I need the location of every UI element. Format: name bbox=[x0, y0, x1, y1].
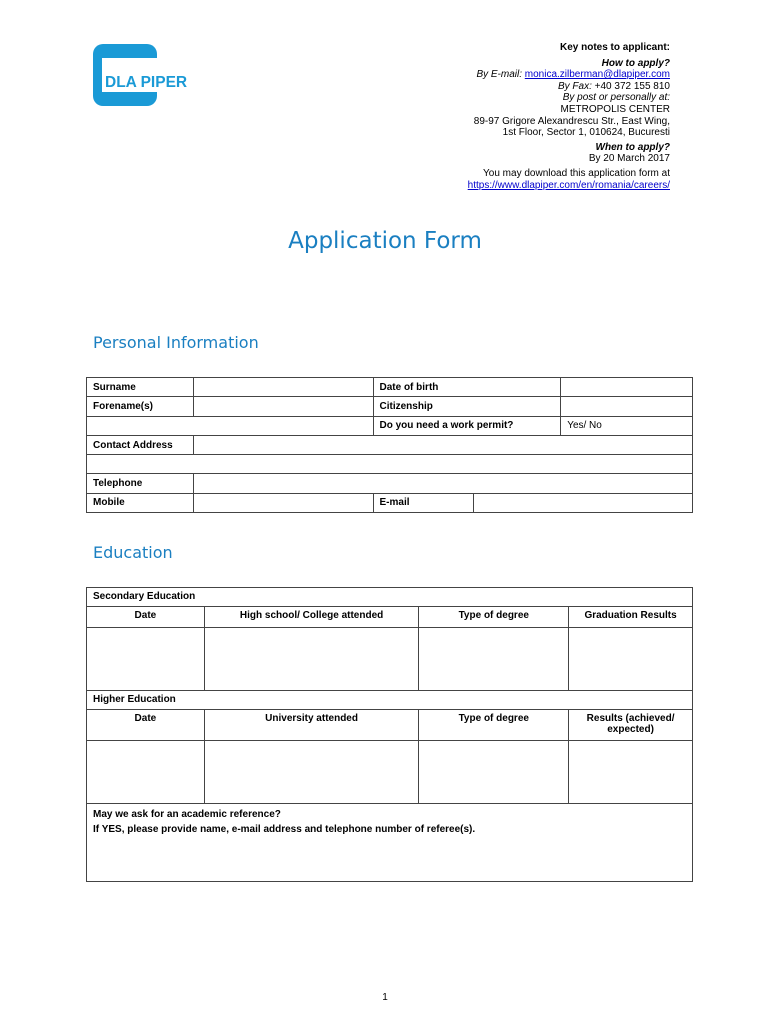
download-link[interactable]: https://www.dlapiper.com/en/romania/careers/ bbox=[467, 179, 670, 191]
high-results-field[interactable] bbox=[569, 741, 693, 804]
work-permit-value[interactable]: Yes/ No bbox=[561, 416, 693, 435]
table-row bbox=[87, 493, 693, 512]
higher-education-label: Higher Education bbox=[87, 691, 693, 710]
how-to-apply-label: How to apply? bbox=[601, 57, 670, 69]
education-heading: Education bbox=[93, 543, 173, 562]
education-table bbox=[86, 587, 693, 882]
page-number: 1 bbox=[382, 992, 388, 1003]
forenames-label: Forename(s) bbox=[87, 397, 194, 416]
fax-number: +40 372 155 810 bbox=[594, 80, 670, 92]
table-row bbox=[87, 455, 693, 474]
fax-label: By Fax: bbox=[557, 80, 592, 92]
table-row bbox=[87, 397, 693, 416]
sec-results-field[interactable] bbox=[569, 628, 693, 691]
table-row bbox=[87, 588, 693, 607]
secondary-education-label: Secondary Education bbox=[87, 588, 693, 607]
contact-address-field[interactable] bbox=[193, 435, 692, 454]
forenames-field[interactable] bbox=[193, 397, 373, 416]
surname-field[interactable] bbox=[193, 378, 373, 397]
high-col-date: Date bbox=[87, 710, 205, 741]
table-row bbox=[87, 416, 693, 435]
high-date-field[interactable] bbox=[87, 741, 205, 804]
post-label: By post or personally at: bbox=[562, 92, 670, 104]
sec-school-field[interactable] bbox=[204, 628, 419, 691]
contact-address-label: Contact Address bbox=[87, 435, 194, 454]
table-row bbox=[87, 378, 693, 397]
email-field[interactable] bbox=[474, 493, 693, 512]
table-row bbox=[87, 691, 693, 710]
address-line-3: 1st Floor, Sector 1, 010624, Bucuresti bbox=[502, 127, 670, 139]
fax-line bbox=[370, 81, 670, 93]
reference-detail: If YES, please provide name, e-mail address and telephone number of referee(s). bbox=[93, 824, 476, 835]
sec-col-date: Date bbox=[87, 607, 205, 628]
form-title: Application Form bbox=[288, 228, 482, 254]
table-row bbox=[87, 607, 693, 628]
address-line-2: 89-97 Grigore Alexandrescu Str., East Wing, bbox=[473, 115, 670, 127]
high-university-field[interactable] bbox=[204, 741, 419, 804]
notes-heading: Key notes to applicant: bbox=[559, 42, 670, 53]
deadline: By 20 March 2017 bbox=[588, 153, 670, 165]
email-link[interactable]: monica.zilberman@dlapiper.com bbox=[524, 69, 670, 81]
mobile-field[interactable] bbox=[193, 493, 373, 512]
sec-date-field[interactable] bbox=[87, 628, 205, 691]
table-row bbox=[87, 628, 693, 691]
citizenship-label: Citizenship bbox=[373, 397, 561, 416]
when-to-apply-label: When to apply? bbox=[595, 141, 670, 153]
telephone-field[interactable] bbox=[193, 474, 692, 493]
telephone-label: Telephone bbox=[87, 474, 194, 493]
sec-col-degree: Type of degree bbox=[419, 607, 569, 628]
sec-degree-field[interactable] bbox=[419, 628, 569, 691]
contact-address-continuation[interactable] bbox=[87, 455, 693, 474]
blank-cell bbox=[87, 416, 194, 435]
address-line-1: METROPOLIS CENTER bbox=[560, 103, 670, 115]
email-line bbox=[370, 69, 670, 81]
table-row bbox=[87, 435, 693, 454]
dob-label: Date of birth bbox=[373, 378, 561, 397]
table-row bbox=[87, 710, 693, 741]
reference-field[interactable] bbox=[87, 804, 693, 882]
email-label: By E-mail: bbox=[476, 69, 522, 81]
table-row bbox=[87, 741, 693, 804]
reference-question: May we ask for an academic reference? bbox=[93, 809, 281, 820]
key-notes bbox=[370, 42, 670, 191]
personal-info-table bbox=[86, 377, 693, 513]
mobile-label: Mobile bbox=[87, 493, 194, 512]
sec-col-school: High school/ College attended bbox=[204, 607, 419, 628]
email-field-label: E-mail bbox=[373, 493, 474, 512]
personal-info-heading: Personal Information bbox=[93, 333, 259, 352]
citizenship-field[interactable] bbox=[561, 397, 693, 416]
download-text: You may download this application form at bbox=[483, 167, 670, 179]
blank-cell bbox=[193, 416, 373, 435]
logo-text: DLA PIPER bbox=[105, 74, 188, 91]
high-col-degree: Type of degree bbox=[419, 710, 569, 741]
high-col-university: University attended bbox=[204, 710, 419, 741]
table-row bbox=[87, 804, 693, 882]
high-col-results: Results (achieved/ expected) bbox=[569, 710, 693, 741]
work-permit-label: Do you need a work permit? bbox=[373, 416, 561, 435]
high-degree-field[interactable] bbox=[419, 741, 569, 804]
dla-piper-logo bbox=[93, 44, 211, 106]
dob-field[interactable] bbox=[561, 378, 693, 397]
sec-col-results: Graduation Results bbox=[569, 607, 693, 628]
surname-label: Surname bbox=[87, 378, 194, 397]
table-row bbox=[87, 474, 693, 493]
